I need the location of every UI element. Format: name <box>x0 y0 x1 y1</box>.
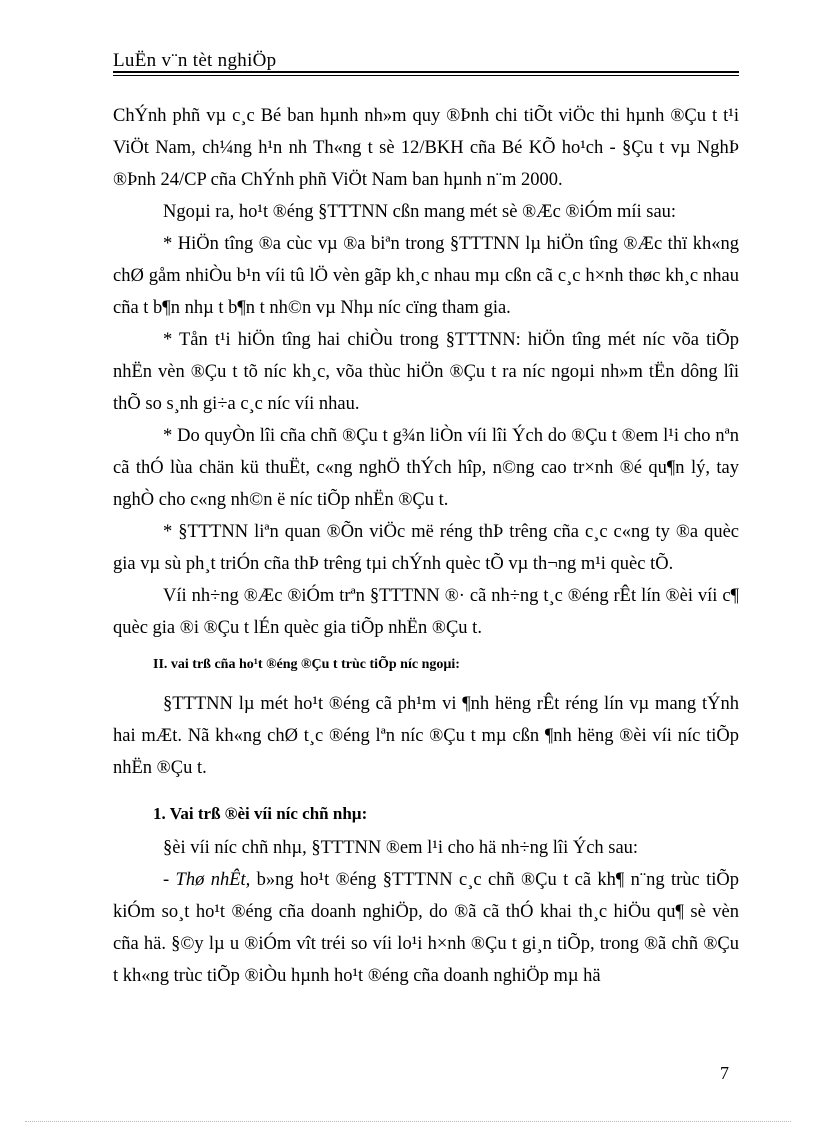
paragraph: * Tån t¹i hiÖn tîng hai chiÒu trong §TTTNN: hiÖn tîng mét níc võa tiÕp nhËn vèn ®Çu t tõ níc kh¸c, võa thùc hiÖn ®Çu t ra níc ngoµi nh»m tËn dông lîi thÕ so s¸nh gi÷a c¸c níc víi nhau. <box>113 330 739 414</box>
paragraph: * Do quyÒn lîi cña chñ ®Çu t g¾n liÒn víi lîi Ých do ®Çu t ®em l¹i cho nªn cã thÓ lùa chän kü thuËt, c«ng nghÖ thÝch hîp, n©ng cao tr×nh ®é qu¶n lý, tay nghÒ cho c«ng nh©n ë níc tiÕp nhËn ®Çu t. <box>113 426 739 510</box>
page-bottom-border <box>25 1121 791 1122</box>
paragraph: ChÝnh phñ vµ c¸c Bé ban hµnh nh»m quy ®Þnh chi tiÕt viÖc thi hµnh ®Çu t t¹i ViÖt Nam, ch¼ng h¹n nh Th«ng t sè 12/BKH cña Bé KÕ ho¹ch - §Çu t vµ NghÞ ®Þnh 24/CP cña ChÝnh phñ ViÖt Nam ban hµnh n¨m 2000. <box>113 106 739 190</box>
page-number: 7 <box>720 1063 729 1083</box>
paragraph: Víi nh÷ng ®Æc ®iÓm trªn §TTTNN ®· cã nh÷ng t¸c ®éng rÊt lín ®èi víi c¶ quèc gia ®i ®Çu t lÉn quèc gia tiÕp nhËn ®Çu t. <box>113 586 739 638</box>
paragraph-rest: b»ng ho¹t ®éng §TTTNN c¸c chñ ®Çu t cã kh¶ n¨ng trùc tiÕp kiÓm so¸t ho¹t ®éng cña doanh nghiÖp, do ®ã cã thÓ khai th¸c hiÖu qu¶ sè vèn cña hä. §©y lµ u ®iÓm vît tréi so víi lo¹i h×nh ®Çu t gi¸n tiÕp, trong ®ã chñ ®Çu t kh«ng trùc tiÕp ®iÒu hµnh ho¹t ®éng cña doanh nghiÖp mµ hä <box>113 870 739 986</box>
paragraph: §TTTNN lµ mét ho¹t ®éng cã ph¹m vi ¶nh hëng rÊt réng lín vµ mang tÝnh hai mÆt. Nã kh«ng chØ t¸c ®éng lªn níc ®Çu t mµ cßn ¶nh hëng ®èi víi níc tiÕp nhËn ®Çu t. <box>113 694 739 778</box>
paragraph: Ngoµi ra, ho¹t ®éng §TTTNN cßn mang mét sè ®Æc ®iÓm míi sau: <box>163 202 677 222</box>
paragraph: * §TTTNN liªn quan ®Õn viÖc më réng thÞ trêng cña c¸c c«ng ty ®a quèc gia vµ sù ph¸t triÓn cña thÞ trêng tµi chÝnh quèc tÕ vµ th¬ng m¹i quèc tÕ. <box>113 522 739 574</box>
paragraph: §èi víi níc chñ nhµ, §TTTNN ®em l¹i cho hä nh÷ng lîi Ých sau: <box>163 838 639 858</box>
subsection-heading: 1. Vai trß ®èi víi níc chñ nhµ: <box>153 804 368 823</box>
header-rule-thick <box>113 71 739 73</box>
header-rule-thin <box>113 75 739 76</box>
paragraph: * HiÖn tîng ®a cùc vµ ®a biªn trong §TTTNN lµ hiÖn tîng ®Æc thï kh«ng chØ gåm nhiÒu b¹n víi tû lÖ vèn gãp kh¸c nhau mµ cßn cã c¸c h×nh thøc kh¸c nhau cña t b¶n nhµ t b¶n t nh©n vµ Nhµ níc cïng tham gia. <box>113 234 739 318</box>
section-heading: II. vai trß cña ho¹t ®éng ®Çu t trùc tiÕp níc ngoµi: <box>153 657 460 672</box>
running-header: LuËn v¨n tèt nghiÖp <box>113 50 277 71</box>
body-text <box>113 100 739 992</box>
paragraph-lead: - Thø nhÊt, <box>163 870 251 890</box>
paragraph <box>113 864 739 992</box>
